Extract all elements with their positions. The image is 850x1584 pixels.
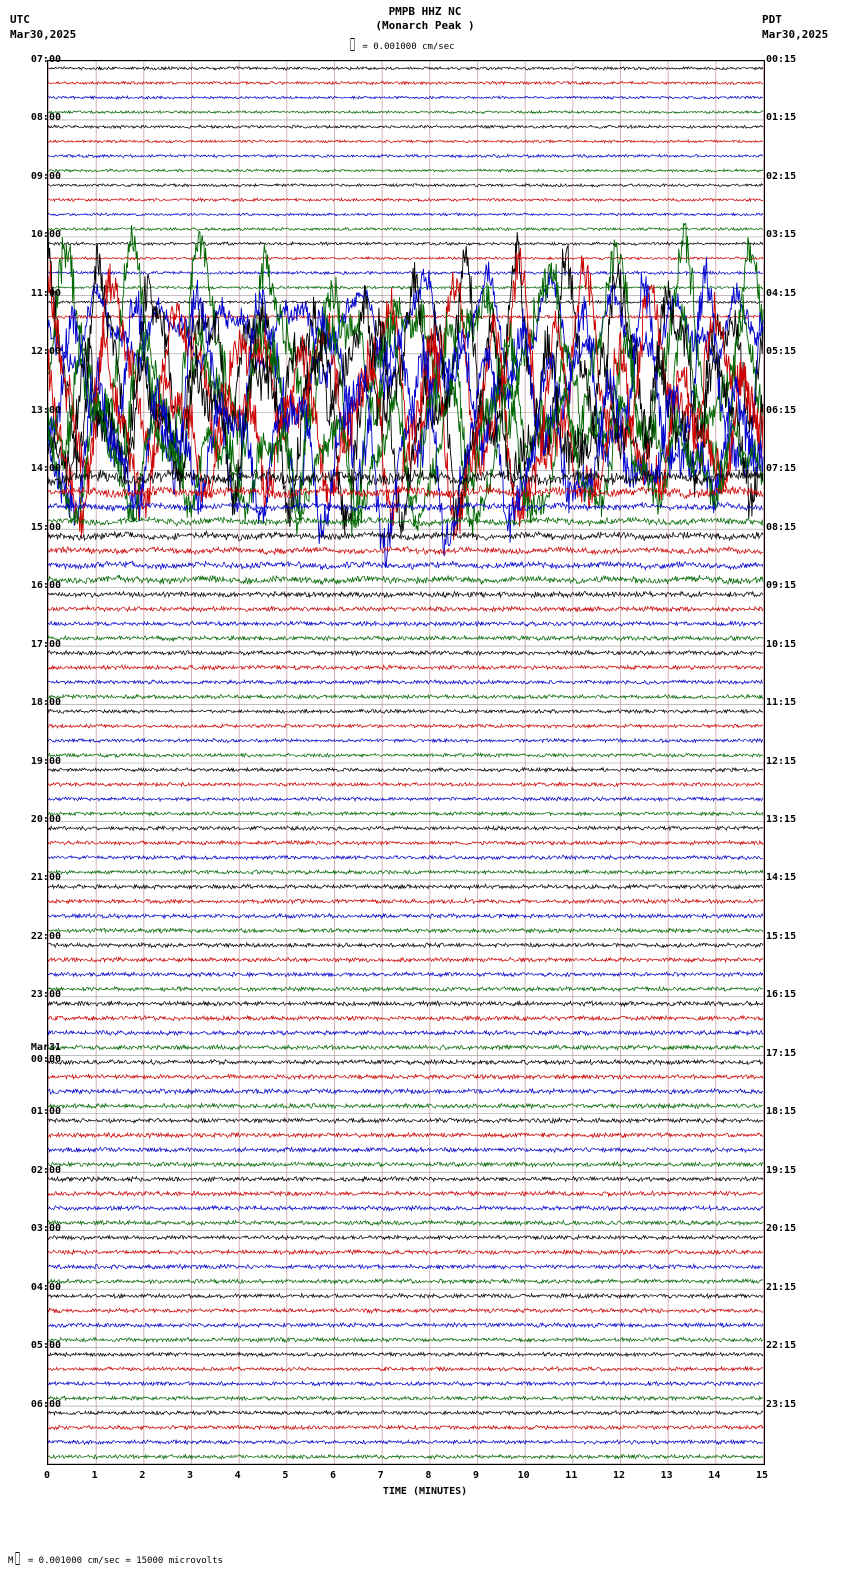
- seismic-trace: [48, 591, 763, 597]
- seismic-trace: [48, 987, 763, 992]
- seismic-trace: [48, 870, 763, 874]
- seismic-trace: [48, 1455, 763, 1459]
- right-time-label: 05:15: [766, 346, 797, 358]
- left-time-label: 21:00: [30, 872, 61, 884]
- seismic-trace: [48, 96, 763, 99]
- x-axis-tick-label: 13: [660, 1470, 673, 1481]
- seismic-trace: [48, 709, 763, 713]
- trace-canvas: [48, 61, 764, 1464]
- seismic-trace: [48, 184, 763, 187]
- seismic-trace: [48, 1250, 763, 1255]
- x-axis-tick-label: 9: [472, 1470, 480, 1481]
- right-time-label: 08:15: [766, 521, 797, 533]
- right-time-label: 19:15: [766, 1164, 797, 1176]
- right-time-label: 11:15: [766, 697, 797, 709]
- seismic-trace: [48, 1104, 763, 1109]
- right-time-label: 14:15: [766, 872, 797, 884]
- seismic-trace: [48, 575, 763, 584]
- seismic-trace: [48, 111, 763, 114]
- left-time-label: 05:00: [30, 1340, 61, 1352]
- right-time-label: 09:15: [766, 580, 797, 592]
- right-time-label: 04:15: [766, 287, 797, 299]
- seismic-trace: [48, 1367, 763, 1371]
- seismic-trace: [48, 665, 763, 670]
- seismic-trace: [48, 561, 763, 570]
- timezone-pdt-label: PDT: [762, 13, 782, 26]
- x-axis-tick-label: 10: [517, 1470, 530, 1481]
- left-time-label: 02:00: [30, 1164, 61, 1176]
- left-time-label: 19:00: [30, 755, 61, 767]
- seismic-trace: [48, 1133, 763, 1138]
- seismic-trace: [48, 1162, 763, 1167]
- seismic-trace: [48, 1177, 763, 1182]
- left-time-label: Mar31 00:00: [30, 1041, 61, 1065]
- timezone-utc-label: UTC: [10, 13, 30, 26]
- x-axis-tick-label: 0: [43, 1470, 51, 1481]
- seismic-trace: [48, 1118, 763, 1123]
- right-time-label: 00:15: [766, 54, 797, 65]
- left-time-label: 10:00: [30, 229, 61, 241]
- seismic-trace: [48, 768, 763, 772]
- footer-prefix: M: [8, 1556, 14, 1566]
- seismic-trace: [48, 636, 763, 641]
- seismic-trace: [48, 257, 763, 260]
- seismic-trace: [48, 140, 763, 143]
- seismic-trace: [48, 957, 763, 962]
- seismic-trace: [48, 855, 763, 859]
- x-axis-tick-label: 2: [139, 1470, 146, 1481]
- seismic-trace: [48, 884, 763, 889]
- left-time-label: 09:00: [30, 170, 61, 182]
- x-axis-tick-label: 12: [612, 1470, 626, 1481]
- seismic-trace: [48, 826, 763, 830]
- seismic-trace: [48, 1191, 763, 1196]
- right-time-label: 03:15: [766, 229, 797, 241]
- left-time-label: 16:00: [30, 580, 61, 592]
- footer-scale-bar-icon: [16, 1552, 20, 1565]
- right-time-label: 23:15: [766, 1398, 797, 1410]
- left-time-label: 04:00: [30, 1281, 61, 1293]
- scale-legend-text: = 0.001000 cm/sec: [362, 42, 455, 52]
- seismic-trace: [48, 531, 763, 540]
- seismic-trace: [48, 1294, 763, 1299]
- x-axis-tick-label: 15: [755, 1470, 769, 1481]
- seismic-trace: [48, 782, 763, 786]
- seismic-trace: [48, 1411, 763, 1415]
- seismic-trace: [48, 1352, 763, 1356]
- seismic-trace: [48, 1016, 763, 1021]
- left-time-label: 17:00: [30, 638, 61, 650]
- seismic-trace: [48, 797, 763, 801]
- seismic-trace: [48, 1323, 763, 1328]
- seismic-trace: [48, 606, 763, 612]
- right-time-label: 12:15: [766, 755, 797, 767]
- seismic-trace: [48, 1030, 763, 1035]
- seismic-trace: [48, 1220, 763, 1225]
- station-site-label: (Monarch Peak ): [375, 19, 475, 32]
- left-time-label: 23:00: [30, 989, 61, 1001]
- seismic-trace: [48, 680, 763, 684]
- seismic-trace: [48, 81, 763, 84]
- seismic-trace: [48, 286, 763, 289]
- seismic-trace: [48, 1440, 763, 1444]
- x-axis-tick-label: 8: [425, 1470, 432, 1481]
- left-time-label: 12:00: [30, 346, 61, 358]
- seismic-trace: [48, 1060, 763, 1065]
- left-time-label: 18:00: [30, 697, 61, 709]
- right-time-label: 22:15: [766, 1340, 797, 1352]
- left-time-label: 11:00: [30, 287, 61, 299]
- seismic-trace: [48, 1089, 763, 1094]
- seismogram-plot: [47, 60, 765, 1465]
- right-time-label: 18:15: [766, 1106, 797, 1118]
- seismic-trace: [48, 242, 763, 245]
- seismic-trace: [48, 1308, 763, 1313]
- seismic-trace: [48, 1235, 763, 1240]
- x-axis-tick-label: 14: [708, 1470, 721, 1481]
- x-axis-tick-label: 3: [186, 1470, 194, 1481]
- x-axis-tick-label: 6: [329, 1470, 337, 1481]
- footer-scale-note: [8, 1552, 223, 1566]
- seismic-trace: [48, 1206, 763, 1211]
- seismic-trace: [48, 547, 763, 555]
- x-axis-tick-label: 4: [234, 1470, 241, 1481]
- seismic-trace: [48, 1337, 763, 1342]
- seismic-trace: [48, 1396, 763, 1400]
- header-center: [0, 5, 850, 33]
- seismic-trace: [48, 651, 763, 656]
- right-time-label: 21:15: [766, 1281, 797, 1293]
- right-time-label: 01:15: [766, 112, 797, 124]
- left-time-label: 14:00: [30, 463, 61, 475]
- seismic-trace: [48, 517, 763, 527]
- seismic-trace: [48, 154, 763, 157]
- scale-legend: [348, 38, 455, 52]
- left-time-label: 08:00: [30, 112, 61, 124]
- utc-date-label: Mar30,2025: [10, 28, 77, 41]
- seismic-trace: [48, 1264, 763, 1269]
- seismic-trace: [48, 125, 763, 128]
- footer-scale-text: = 0.001000 cm/sec = 15000 microvolts: [27, 1556, 223, 1566]
- right-time-label: 07:15: [766, 463, 797, 475]
- right-time-label: 16:15: [766, 989, 797, 1001]
- seismic-trace: [48, 301, 763, 304]
- left-time-label: 22:00: [30, 930, 61, 942]
- seismic-trace: [48, 271, 763, 274]
- seismic-trace: [48, 1045, 763, 1050]
- left-time-label: 03:00: [30, 1223, 61, 1235]
- seismic-trace: [48, 1147, 763, 1152]
- seismic-trace: [48, 1425, 763, 1430]
- x-axis-tick-label: 1: [91, 1470, 98, 1481]
- seismic-trace: [48, 943, 763, 948]
- seismic-trace: [48, 695, 763, 699]
- seismic-trace: [48, 724, 763, 728]
- x-axis-tick-label: 5: [282, 1470, 289, 1481]
- right-time-label: 20:15: [766, 1223, 797, 1235]
- left-time-label: 15:00: [30, 521, 61, 533]
- seismic-trace: [48, 841, 763, 845]
- seismic-trace: [48, 1279, 763, 1284]
- x-axis-title: TIME (MINUTES): [382, 1486, 468, 1497]
- seismic-trace: [48, 753, 763, 757]
- left-time-label: 07:00: [30, 54, 61, 65]
- seismic-trace: [48, 972, 763, 977]
- left-time-label: 01:00: [30, 1106, 61, 1118]
- x-axis-tick-label: 11: [565, 1470, 578, 1481]
- right-time-label: 06:15: [766, 404, 797, 416]
- station-channel-label: PMPB HHZ NC: [388, 5, 462, 18]
- seismic-trace: [48, 928, 763, 933]
- seismic-trace: [48, 1001, 763, 1006]
- right-time-label: 10:15: [766, 638, 797, 650]
- seismic-trace: [48, 213, 763, 216]
- right-time-label: 17:15: [766, 1047, 797, 1059]
- left-time-label: 20:00: [30, 813, 61, 825]
- seismic-trace: [48, 1382, 763, 1386]
- seismic-trace: [48, 739, 763, 743]
- seismic-trace: [48, 812, 763, 816]
- seismic-trace: [48, 914, 763, 919]
- seismic-trace: [48, 169, 763, 172]
- pdt-date-label: Mar30,2025: [762, 28, 829, 41]
- seismic-trace: [48, 198, 763, 201]
- seismic-trace: [48, 227, 763, 230]
- seismic-trace: [48, 621, 763, 626]
- right-time-label: 15:15: [766, 930, 797, 942]
- seismic-trace: [48, 1074, 763, 1079]
- left-time-label: 13:00: [30, 404, 61, 416]
- seismic-trace: [48, 67, 763, 70]
- left-time-label: 06:00: [30, 1398, 61, 1410]
- scale-bar-icon: [350, 38, 354, 51]
- seismic-trace: [48, 899, 763, 904]
- right-time-label: 02:15: [766, 170, 797, 182]
- x-axis-tick-label: 7: [377, 1470, 384, 1481]
- right-time-label: 13:15: [766, 813, 797, 825]
